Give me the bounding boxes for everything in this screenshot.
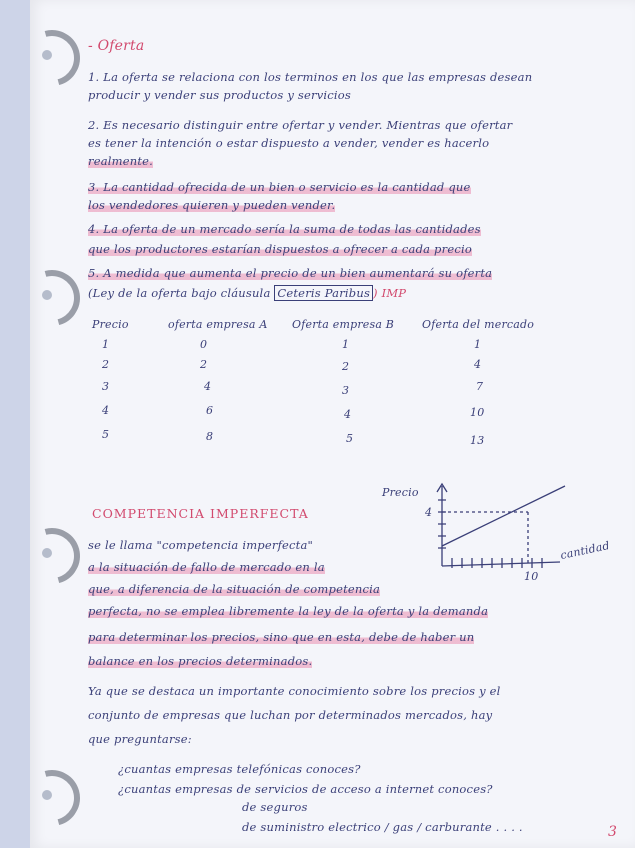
table-header-empresa-a: oferta empresa A bbox=[168, 318, 268, 331]
table-cell: 5 bbox=[102, 428, 110, 441]
point-5-text: 5. A medida que aumenta el precio de un bien aumentará su oferta bbox=[88, 266, 493, 280]
table-cell: 4 bbox=[204, 380, 212, 393]
graph-x-label: cantidad bbox=[559, 538, 611, 563]
reference-lines bbox=[442, 512, 528, 564]
table-cell: 8 bbox=[206, 430, 214, 443]
point-2-line-1: 2. Es necesario distinguir entre ofertar y vender. Mientras que ofertar bbox=[88, 118, 513, 132]
binder-ring bbox=[14, 518, 90, 594]
table-cell: 5 bbox=[346, 432, 354, 445]
y-axis bbox=[437, 484, 447, 566]
table-cell: 13 bbox=[470, 434, 485, 447]
definition-line: que, a diferencia de la situación de competencia bbox=[88, 582, 381, 596]
table-cell: 3 bbox=[342, 384, 350, 397]
table-cell: 10 bbox=[470, 406, 485, 419]
definition-line: balance en los precios determinados. bbox=[88, 654, 313, 668]
table-cell: 0 bbox=[200, 338, 208, 351]
definition-line: se le llama "competencia imperfecta" bbox=[88, 538, 314, 552]
point-2-line-2: es tener la intención o estar dispuesto a vender, vender es hacerlo bbox=[88, 136, 490, 150]
table-cell: 4 bbox=[102, 404, 110, 417]
table-cell: 3 bbox=[102, 380, 110, 393]
binder-ring bbox=[14, 760, 90, 836]
section-heading: COMPETENCIA IMPERFECTA bbox=[92, 506, 309, 521]
table-header-empresa-b: Oferta empresa B bbox=[292, 318, 395, 331]
point-4-line-2: que los productores estarían dispuestos a ofrecer a cada precio bbox=[88, 242, 472, 256]
graph-y-tick: 4 bbox=[425, 506, 433, 519]
ceteris-paribus-box: Ceteris Paribus bbox=[274, 285, 373, 301]
point-5-line-2 bbox=[88, 286, 406, 300]
table-header-mercado: Oferta del mercado bbox=[422, 318, 535, 331]
point-4-line-1: 4. La oferta de un mercado sería la suma de todas las cantidades bbox=[88, 222, 481, 236]
table-cell: 2 bbox=[200, 358, 208, 371]
table-header-precio: Precio bbox=[92, 318, 129, 331]
table-cell: 4 bbox=[344, 408, 352, 421]
point-2-line-3: realmente. bbox=[88, 154, 154, 168]
supply-line bbox=[442, 486, 565, 546]
table-cell: 1 bbox=[342, 338, 350, 351]
graph-y-label: Precio bbox=[382, 486, 419, 499]
page-number: 3 bbox=[608, 824, 618, 840]
question-item: de suministro electrico / gas / carburante . . . . bbox=[242, 820, 523, 834]
table-cell: 4 bbox=[474, 358, 482, 371]
point-1-line-2: producir y vender sus productos y servicios bbox=[88, 88, 352, 102]
binder-ring bbox=[14, 20, 90, 96]
definition-line: para determinar los precios, sino que en esta, debe de haber un bbox=[88, 630, 475, 644]
paragraph-line: que preguntarse: bbox=[88, 732, 192, 746]
page-title: - Oferta bbox=[88, 38, 145, 54]
question-item: ¿cuantas empresas telefónicas conoces? bbox=[118, 762, 361, 776]
point-5-line-1 bbox=[88, 266, 492, 280]
notebook-page bbox=[30, 0, 635, 848]
point-3-line-2: los vendedores quieren y pueden vender. bbox=[88, 198, 336, 212]
paragraph-line: conjunto de empresas que luchan por determinados mercados, hay bbox=[88, 708, 493, 722]
table-cell: 7 bbox=[476, 380, 484, 393]
table-cell: 1 bbox=[474, 338, 482, 351]
definition-line: perfecta, no se emplea libremente la ley de la oferta y la demanda bbox=[88, 604, 489, 618]
binder-ring bbox=[14, 260, 90, 336]
table-cell: 2 bbox=[102, 358, 110, 371]
definition-line: a la situación de fallo de mercado en la bbox=[88, 560, 325, 574]
point-3-line-1: 3. La cantidad ofrecida de un bien o servicio es la cantidad que bbox=[88, 180, 471, 194]
point-5-law: (Ley de la oferta bajo cláusula bbox=[88, 286, 271, 300]
question-item: ¿cuantas empresas de servicios de acceso a internet conoces? bbox=[118, 782, 493, 796]
table-cell: 6 bbox=[206, 404, 214, 417]
tick-marks bbox=[438, 500, 542, 568]
table-cell: 2 bbox=[342, 360, 350, 373]
table-cell: 1 bbox=[102, 338, 110, 351]
paragraph-line: Ya que se destaca un importante conocimiento sobre los precios y el bbox=[88, 684, 501, 698]
supply-curve-graph bbox=[430, 478, 570, 578]
question-item: de seguros bbox=[242, 800, 308, 814]
graph-x-tick: 10 bbox=[524, 570, 539, 583]
point-5-tail: ) IMP bbox=[373, 286, 407, 300]
point-1-line-1: 1. La oferta se relaciona con los terminos en los que las empresas desean bbox=[88, 70, 533, 84]
